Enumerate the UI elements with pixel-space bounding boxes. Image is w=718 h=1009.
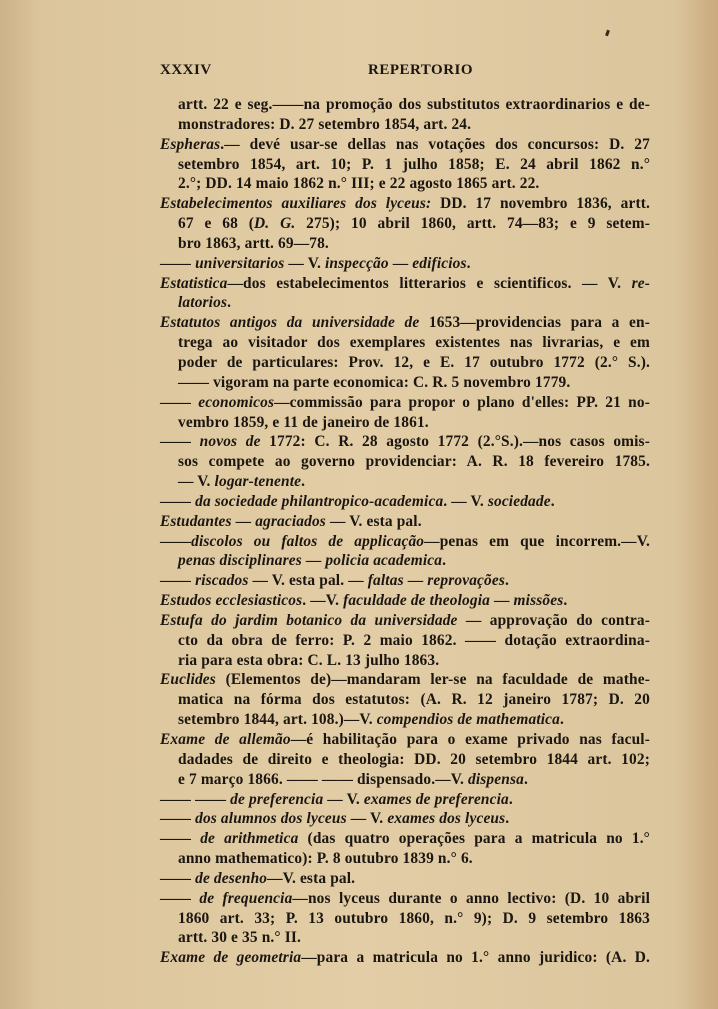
running-title: REPERTORIO — [368, 62, 474, 78]
text-line: bro 1863, artt. 69—78. — [178, 234, 329, 252]
text-line: —— —— de preferencia — V. exames de preferencia. — [160, 790, 513, 808]
ink-mark — [605, 30, 610, 37]
text-line: —— dos alumnos dos lyceus — V. exames dos lyceus. — [160, 810, 510, 828]
text-line: Estudantes — agraciados — V. esta pal. — [160, 512, 422, 530]
page-header — [160, 62, 648, 84]
text-line: monstradores: D. 27 setembro 1854, art. 24. — [178, 115, 472, 133]
text-line: —— vigoram na parte economica: C. R. 5 novembro 1779. — [178, 373, 571, 391]
text-line: cto da obra de ferro: P. 2 maio 1862. —— dotação extraordina- — [178, 631, 650, 649]
text-line: —— de frequencia—nos lyceus durante o anno lectivo: (D. 10 abril — [160, 889, 650, 907]
text-line: 1860 art. 33; P. 13 outubro 1860, n.° 9); D. 9 setembro 1863 — [178, 909, 650, 927]
text-line: setembro 1854, art. 10; P. 1 julho 1858; E. 24 abril 1862 n.° — [178, 155, 650, 173]
text-line: Estatistica—dos estabelecimentos litterarios e scientificos. — V. re- — [160, 274, 650, 292]
text-line: penas disciplinares — policia academica. — [178, 552, 447, 570]
text-line: —— universitarios — V. inspecção — edificios. — [160, 254, 471, 272]
text-line: 67 e 68 (D. G. 275); 10 abril 1860, artt. 74—83; e 9 setem- — [178, 215, 651, 233]
text-line: Estatutos antigos da universidade de 1653—providencias para a en- — [160, 314, 650, 332]
text-line: Estufa do jardim botanico da universidade — approvação do contra- — [160, 611, 650, 629]
text-line: latorios. — [178, 294, 232, 312]
text-line: e 7 março 1866. —— —— dispensado.—V. dispensa. — [178, 770, 528, 788]
text-line: anno mathematico): P. 8 outubro 1839 n.° 6. — [178, 850, 473, 868]
text-line: poder de particulares: Prov. 12, e E. 17 outubro 1772 (2.° S.). — [178, 353, 650, 371]
text-line: —— economicos—commissão para propor o plano d'elles: PP. 21 no- — [160, 393, 650, 411]
text-line: ria para esta obra: C. L. 13 julho 1863. — [178, 651, 440, 669]
text-line: trega ao visitador dos exemplares existentes nas livrarias, e em — [178, 334, 650, 352]
page-number: XXXIV — [160, 62, 212, 78]
text-line: Espheras.— devé usar-se dellas nas votações dos concursos: D. 27 — [160, 135, 650, 153]
body-text — [160, 95, 650, 968]
text-line: matica na fórma dos estatutos: (A. R. 12 janeiro 1787; D. 20 — [178, 691, 650, 709]
text-line: dadades de direito e theologia: DD. 20 setembro 1844 art. 102; — [178, 750, 650, 768]
text-line: Exame de allemão—é habilitação para o exame privado nas facul- — [160, 731, 650, 748]
text-line: artt. 22 e seg.——na promoção dos substitutos extraordinarios e de- — [178, 96, 650, 113]
text-line: —— de arithmetica (das quatro operações para a matricula no 1.° — [160, 830, 650, 848]
text-line: Estabelecimentos auxiliares dos lyceus: DD. 17 novembro 1836, artt. — [160, 195, 650, 213]
text-line: —— novos de 1772: C. R. 28 agosto 1772 (2.°S.).—nos casos omis- — [160, 433, 650, 451]
text-line: artt. 30 e 35 n.° II. — [178, 929, 302, 947]
text-line: Exame de geometria—para a matricula no 1.° anno juridico: (A. D. — [160, 949, 650, 967]
text-line: —— de desenho—V. esta pal. — [160, 869, 356, 887]
text-line: 2.°; DD. 14 maio 1862 n.° III; e 22 agosto 1865 art. 22. — [178, 175, 540, 193]
text-line: —— da sociedade philantropico-academica. — V. sociedade. — [160, 492, 555, 510]
text-line: —— riscados — V. esta pal. — faltas — reprovações. — [160, 572, 510, 590]
text-line: — V. logar-tenente. — [178, 473, 306, 491]
text-line: Estudos ecclesiasticos. —V. faculdade de theologia — missões. — [160, 592, 568, 610]
text-line: Euclides (Elementos de)—mandaram ler-se na faculdade de mathe- — [160, 671, 650, 689]
text-line: vembro 1859, e 11 de janeiro de 1861. — [178, 413, 429, 431]
text-line: sos compete ao governo providenciar: A. R. 18 fevereiro 1785. — [178, 453, 650, 471]
text-line: setembro 1844, art. 108.)—V. compendios de mathematica. — [178, 711, 564, 729]
text-line: ——discolos ou faltos de applicação—penas em que incorrem.—V. — [160, 532, 650, 550]
